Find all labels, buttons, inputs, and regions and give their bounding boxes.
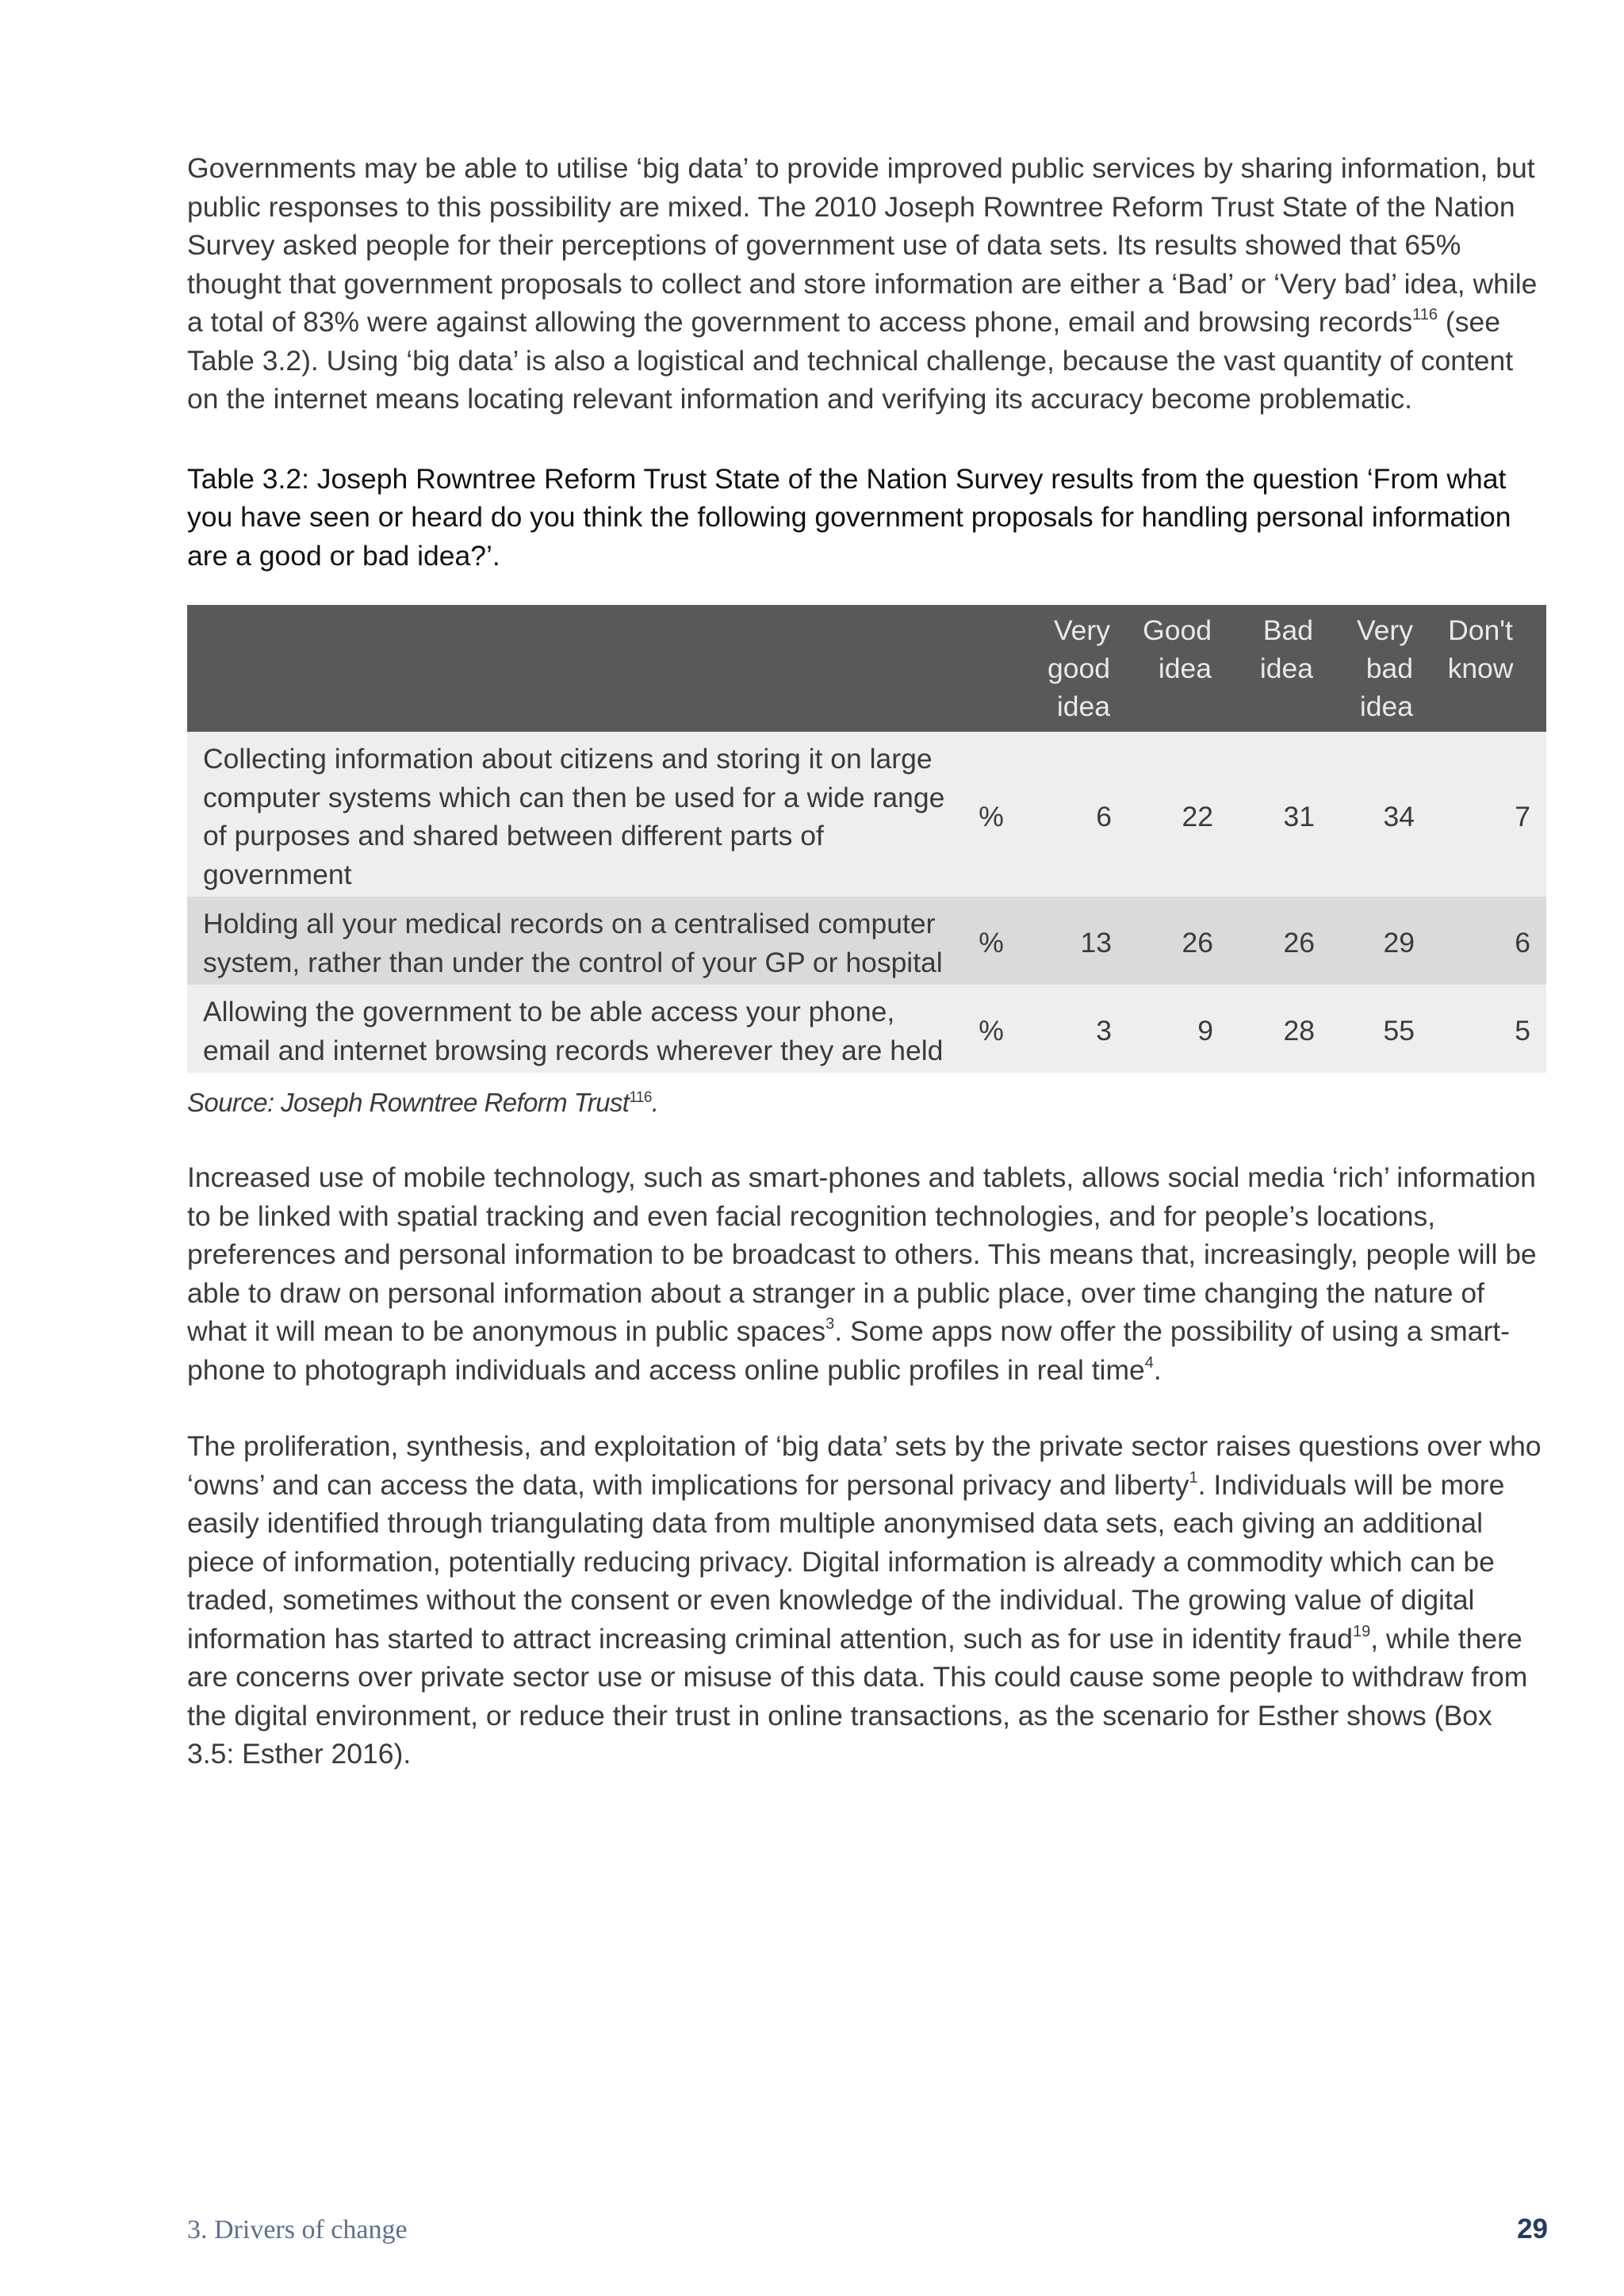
paragraph-3-text-a: The proliferation, synthesis, and exploitation of ‘big data’ sets by the private sector raises questions over who ‘owns’ and can access the data, with implications for personal privacy and liberty — [187, 1430, 1542, 1501]
cell-bad: 26 — [1283, 927, 1315, 959]
table-row — [187, 985, 1546, 1073]
row-proposal: Holding all your medical records on a centralised computer system, rather than under the control of your GP or hospital — [203, 908, 943, 978]
footnote-ref[interactable]: 4 — [1144, 1353, 1154, 1372]
footnote-ref[interactable]: 19 — [1353, 1622, 1371, 1640]
paragraph-2 — [187, 1158, 1546, 1389]
paragraph-1 — [187, 149, 1546, 419]
row-unit: % — [979, 927, 1004, 959]
table-source — [187, 1079, 1546, 1122]
row-unit: % — [979, 1015, 1004, 1047]
cell-very-bad: 34 — [1383, 800, 1415, 832]
source-end: . — [651, 1088, 659, 1117]
paragraph-2-text-a: Increased use of mobile technology, such as smart-phones and tablets, allows social media ‘rich’ information to be linked with spatial tracking and even facial recognition technologies, and for people’s locations, preferences and personal information to be broadcast to others. This means that, increasingly, people will be able to draw on personal information about a stranger in a public place, over time changing the nature of what it will mean to be anonymous in public spaces — [187, 1161, 1537, 1347]
row-unit: % — [979, 800, 1004, 832]
cell-very-good: 13 — [1080, 927, 1112, 959]
cell-very-good: 6 — [1096, 800, 1112, 832]
cell-good: 9 — [1197, 1015, 1213, 1047]
row-proposal: Allowing the government to be able access your phone, email and internet browsing records wherever they are held — [203, 996, 944, 1066]
page-number: 29 — [1517, 2214, 1548, 2244]
footer-section-title: 3. Drivers of change — [187, 2215, 408, 2244]
cell-very-bad: 55 — [1383, 1015, 1415, 1047]
paragraph-1-text-b: (see Table 3.2). Using ‘big data’ is also a logistical and technical challenge, because the vast quantity of content on the internet means locating relevant information and verifying its accuracy become problematic. — [187, 306, 1514, 415]
header-very-good-idea: Very good idea — [1048, 614, 1110, 722]
survey-table — [187, 605, 1546, 1073]
cell-dont-know: 6 — [1515, 927, 1530, 959]
header-blank — [187, 605, 963, 732]
table-row — [187, 732, 1546, 897]
row-proposal: Collecting information about citizens and storing it on large computer systems which can then be used for a wide range of purposes and shared between different parts of government — [203, 743, 945, 890]
footnote-ref[interactable]: 116 — [1412, 306, 1438, 324]
page-content — [187, 143, 1546, 1774]
paragraph-3-text-b: . Individuals will be more easily identified through triangulating data from multiple anonymised data sets, each giving an additional piece of information, potentially reducing privacy. Digital information is already a commodity which can be traded, sometimes without the consent or even knowledge of the individual. The growing value of digital information has started to attract increasing criminal attention, such as for use in identity fraud — [187, 1468, 1505, 1655]
paragraph-3-text-c: , while there are concerns over private sector use or misuse of this data. This could cause some people to withdraw from the digital environment, or reduce their trust in online transactions, as the scenario for Esther shows (Box 3.5: Esther 2016). — [187, 1622, 1528, 1770]
header-dont-know: Don't know — [1447, 614, 1514, 684]
cell-very-good: 3 — [1096, 1015, 1112, 1047]
cell-dont-know: 5 — [1515, 1015, 1530, 1047]
paragraph-2-text-c: . — [1153, 1353, 1162, 1386]
table-caption: Table 3.2: Joseph Rowntree Reform Trust State of the Nation Survey results from the question ‘From what you have seen or heard do you think the following government proposals for handling personal information are a good or bad idea?’. — [187, 462, 1511, 572]
cell-good: 26 — [1182, 927, 1213, 959]
paragraph-1-text-a: Governments may be able to utilise ‘big data’ to provide improved public services by sharing information, but public responses to this possibility are mixed. The 2010 Joseph Rowntree Reform Trust State of the Nation Survey asked people for their perceptions of government use of data sets. Its results showed that 65% thought that government proposals to collect and store information are either a ‘Bad’ or ‘Very bad’ idea, while a total of 83% were against allowing the government to access phone, email and browsing records — [187, 152, 1538, 338]
paragraph-2-text-b: . Some apps now offer the possibility of using a smart-phone to photograph individuals and access online public profiles in real time — [187, 1315, 1510, 1386]
cell-bad: 31 — [1283, 800, 1315, 832]
header-unit — [963, 605, 1020, 732]
header-good-idea: Good idea — [1143, 614, 1212, 684]
footnote-ref[interactable]: 3 — [825, 1315, 835, 1334]
footnote-ref[interactable]: 116 — [629, 1089, 652, 1106]
header-very-bad-idea: Very bad idea — [1356, 614, 1413, 722]
cell-very-bad: 29 — [1383, 927, 1415, 959]
cell-good: 22 — [1182, 800, 1213, 832]
table-row — [187, 897, 1546, 985]
table-header-row — [187, 605, 1546, 732]
cell-bad: 28 — [1283, 1015, 1315, 1047]
header-bad-idea: Bad idea — [1259, 614, 1313, 684]
source-label: Source: Joseph Rowntree Reform Trust — [187, 1088, 630, 1117]
footnote-ref[interactable]: 1 — [1189, 1468, 1198, 1487]
paragraph-3 — [187, 1427, 1546, 1774]
cell-dont-know: 7 — [1515, 800, 1530, 832]
